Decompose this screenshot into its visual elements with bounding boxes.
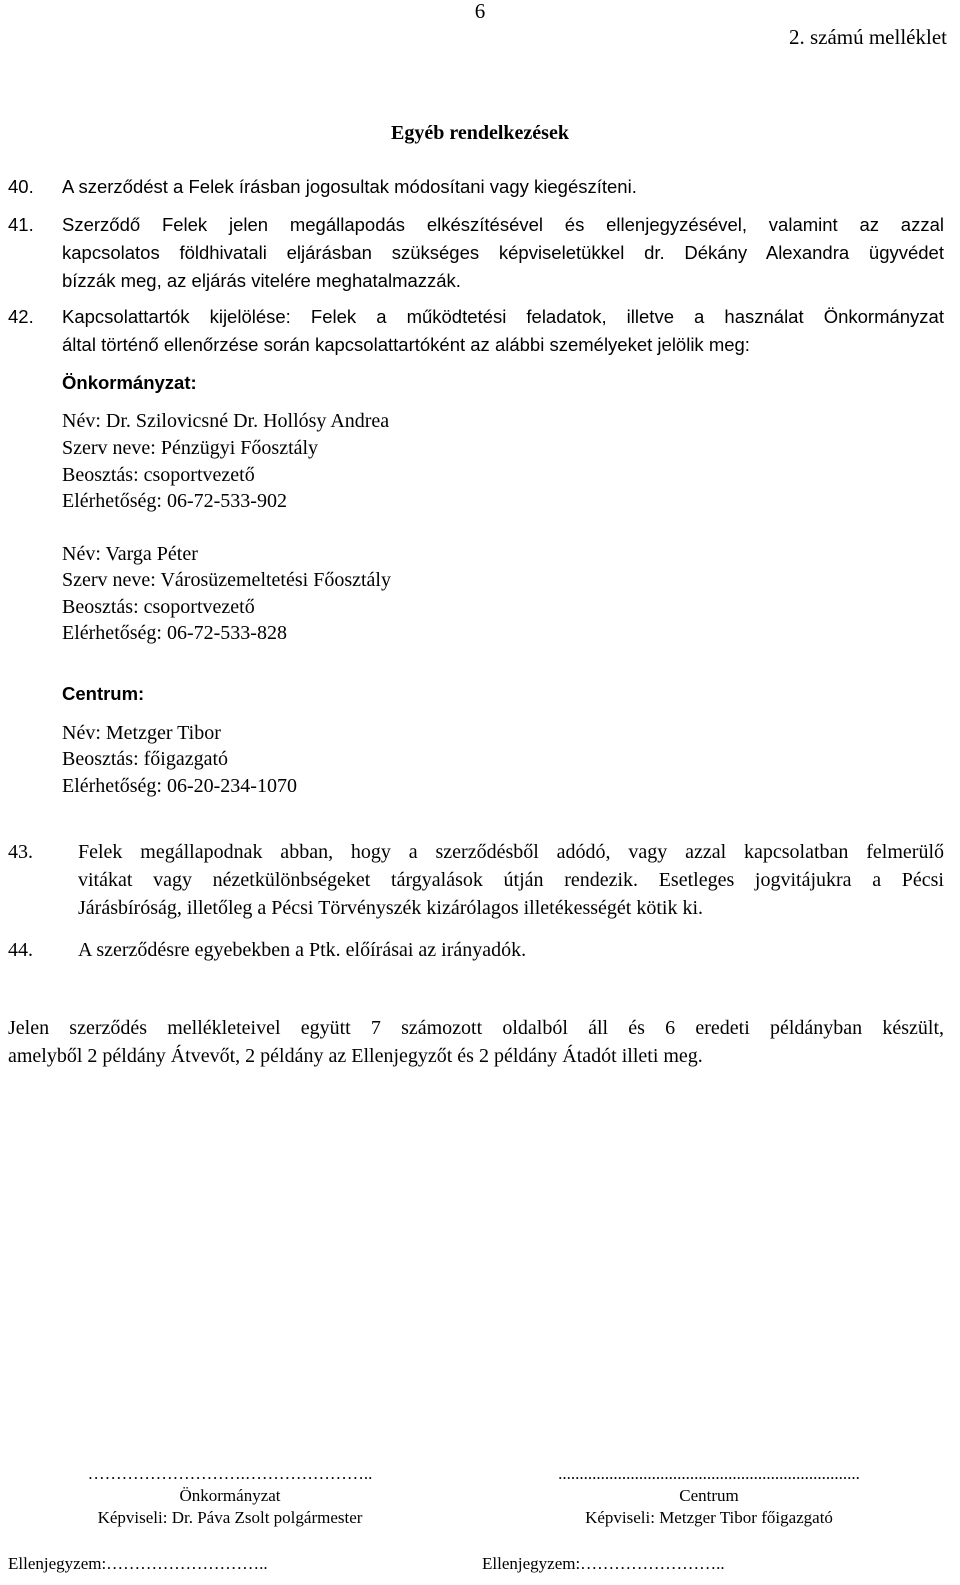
item-43-line: Felek megállapodnak abban, hogy a szerződésből adódó, vagy azzal kapcsolatban felmerülő bbox=[78, 841, 944, 863]
contact-phone: Elérhetőség: 06-72-533-828 bbox=[62, 622, 287, 644]
item-42-text bbox=[62, 303, 944, 359]
closing-line: amelyből 2 példány Átvevőt, 2 példány az Ellenjegyzőt és 2 példány Átadót illeti meg. bbox=[8, 1045, 703, 1067]
contact-phone: Elérhetőség: 06-20-234-1070 bbox=[62, 775, 297, 797]
contact-department: Szerv neve: Pénzügyi Főosztály bbox=[62, 437, 319, 459]
closing-paragraph bbox=[8, 1014, 944, 1070]
contact-department: Szerv neve: Városüzemeltetési Főosztály bbox=[62, 569, 391, 591]
signature-line: ……………………….………………….. bbox=[87, 1464, 373, 1483]
onkormanyzat-heading: Önkormányzat: bbox=[62, 372, 197, 393]
signature-left bbox=[20, 1463, 440, 1529]
countersign-left: Ellenjegyzem:……………………….. bbox=[8, 1554, 268, 1573]
item-41-line: bízzák meg, az eljárás vitelére meghatalmazzák. bbox=[62, 270, 461, 291]
item-43-number: 43. bbox=[8, 841, 33, 863]
closing-line: Jelen szerződés mellékleteivel együtt 7 számozott oldalból áll és 6 eredeti példányban készült, bbox=[8, 1017, 944, 1039]
item-42-number: 42. bbox=[8, 306, 34, 327]
item-41-line: Szerződő Felek jelen megállapodás elkészítésével és ellenjegyzésével, valamint az azzal bbox=[62, 214, 944, 235]
item-44-line: A szerződésre egyebekben a Ptk. előírásai az irányadók. bbox=[78, 939, 527, 961]
signature-party: Centrum bbox=[679, 1486, 739, 1505]
item-41-number: 41. bbox=[8, 214, 34, 235]
item-40-number: 40. bbox=[8, 176, 34, 197]
item-44-text bbox=[78, 936, 944, 964]
contact-position: Beosztás: csoportvezető bbox=[62, 596, 255, 618]
section-title: Egyéb rendelkezések bbox=[391, 122, 569, 144]
signature-representative: Képviseli: Metzger Tibor főigazgató bbox=[585, 1508, 833, 1527]
item-41-line: kapcsolatos földhivatali eljárásban szükséges képviseletükkel dr. Dékány Alexandra ügyvédet bbox=[62, 242, 944, 263]
contact-position: Beosztás: főigazgató bbox=[62, 748, 229, 770]
contact-name: Név: Varga Péter bbox=[62, 543, 198, 565]
page-number: 6 bbox=[474, 0, 486, 23]
item-42-line: által történő ellenőrzése során kapcsolattartóként az alábbi személyeket jelölik meg: bbox=[62, 334, 750, 355]
signature-representative: Képviseli: Dr. Páva Zsolt polgármester bbox=[97, 1508, 363, 1527]
item-44-number: 44. bbox=[8, 939, 33, 961]
contact-name: Név: Metzger Tibor bbox=[62, 722, 221, 744]
contact-position: Beosztás: csoportvezető bbox=[62, 464, 255, 486]
item-42-line: Kapcsolattartók kijelölése: Felek a működtetési feladatok, illetve a használat Önkormányzat bbox=[62, 306, 944, 327]
item-43-line: Járásbíróság, illetőleg a Pécsi Törvényszék kizárólagos illetékességét kötik ki. bbox=[78, 897, 704, 919]
item-43-text bbox=[78, 838, 944, 922]
item-41-text bbox=[62, 211, 944, 295]
item-40-line: A szerződést a Felek írásban jogosultak módosítani vagy kiegészíteni. bbox=[62, 176, 637, 197]
countersign-right: Ellenjegyzem:…………………….. bbox=[482, 1554, 725, 1573]
annex-title: 2. számú melléklet bbox=[788, 25, 947, 49]
item-40-text bbox=[62, 173, 942, 201]
item-43-line: vitákat vagy nézetkülönbségeket tárgyalások útján rendezik. Esetleges jogvitájukra a Pécsi bbox=[78, 869, 944, 891]
centrum-heading: Centrum: bbox=[62, 683, 145, 704]
signature-party: Önkormányzat bbox=[179, 1486, 281, 1505]
signature-right bbox=[478, 1463, 940, 1529]
contact-name: Név: Dr. Szilovicsné Dr. Hollósy Andrea bbox=[62, 410, 390, 432]
signature-line: ....................................................................... bbox=[558, 1464, 860, 1483]
contact-phone: Elérhetőség: 06-72-533-902 bbox=[62, 490, 287, 512]
